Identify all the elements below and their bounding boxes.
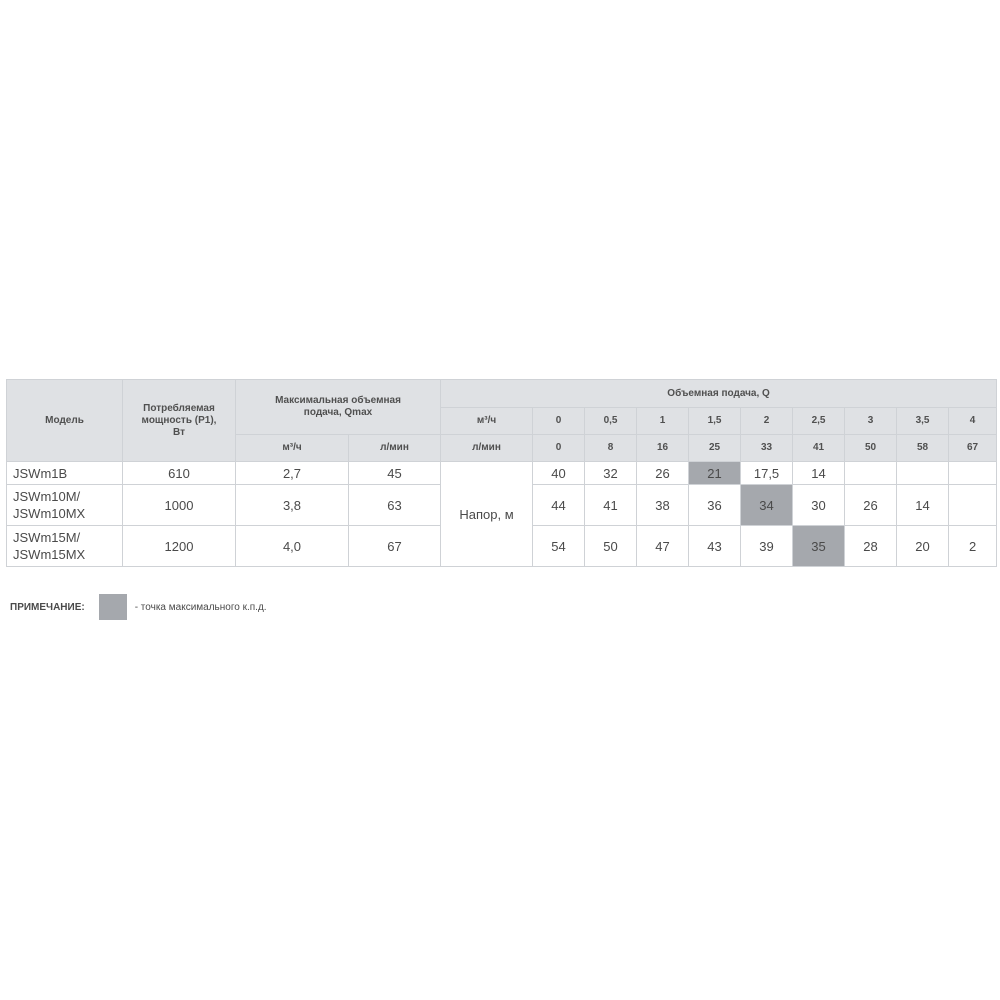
- model-name: JSWm10MX: [13, 506, 86, 521]
- head-cell: 36: [689, 485, 741, 526]
- header-flow: Объемная подача, Q: [441, 380, 997, 408]
- head-cell: 47: [637, 526, 689, 567]
- header-power-line: мощность (P1),: [141, 414, 217, 426]
- header-flow-lmin-value: 33: [741, 435, 793, 462]
- header-qmax-line: Максимальная объемная: [275, 395, 401, 406]
- power-cell: 1200: [123, 526, 236, 567]
- head-cell: [845, 462, 897, 485]
- head-cell: 2: [949, 526, 997, 567]
- head-cell: [949, 462, 997, 485]
- qmax-lmin-cell: 45: [349, 462, 441, 485]
- table-body: [7, 462, 997, 567]
- header-model: Модель: [7, 380, 123, 462]
- pump-spec-table: [6, 379, 997, 567]
- header-flow-m3h-value: 3,5: [897, 408, 949, 435]
- header-flow-m3h-value: 0,5: [585, 408, 637, 435]
- header-power-line: Потребляемая: [143, 402, 215, 414]
- power-cell: 610: [123, 462, 236, 485]
- header-qmax-line: подача, Qmax: [303, 407, 373, 418]
- qmax-m3h-cell: 4,0: [236, 526, 349, 567]
- header-flow-m3h-value: 1: [637, 408, 689, 435]
- note-label: ПРИМЕЧАНИЕ:: [10, 601, 85, 613]
- model-cell: [7, 462, 123, 485]
- qmax-lmin-cell: 63: [349, 485, 441, 526]
- head-cell: 14: [897, 485, 949, 526]
- qmax-m3h-cell: 2,7: [236, 462, 349, 485]
- header-flow-m3h-value: 3: [845, 408, 897, 435]
- head-cell: 14: [793, 462, 845, 485]
- head-cell: 39: [741, 526, 793, 567]
- head-cell: [897, 462, 949, 485]
- header-qmax: [236, 380, 441, 435]
- head-cell: [949, 485, 997, 526]
- note: [10, 594, 267, 620]
- header-qmax-m3h: м³/ч: [236, 435, 349, 462]
- header-flow-lmin-value: 50: [845, 435, 897, 462]
- head-cell: 26: [637, 462, 689, 485]
- head-cell-best: 21: [689, 462, 741, 485]
- head-cell: 40: [533, 462, 585, 485]
- header-flow-lmin-value: 67: [949, 435, 997, 462]
- model-name: JSWm15M/: [13, 530, 81, 545]
- header-flow-lmin-value: 16: [637, 435, 689, 462]
- head-cell: 32: [585, 462, 637, 485]
- model-name: JSWm1B: [13, 465, 68, 481]
- head-cell: 17,5: [741, 462, 793, 485]
- table-row: [7, 462, 997, 485]
- header-flow-m3h-value: 4: [949, 408, 997, 435]
- header-flow-m3h-value: 1,5: [689, 408, 741, 435]
- head-cell-best: 35: [793, 526, 845, 567]
- header-flow-lmin-value: 0: [533, 435, 585, 462]
- header-power-line: Вт: [173, 426, 185, 438]
- header-flow-m3h-value: 2: [741, 408, 793, 435]
- model-cell: [7, 526, 123, 567]
- power-cell: 1000: [123, 485, 236, 526]
- head-cell: 20: [897, 526, 949, 567]
- header-flow-lmin-value: 25: [689, 435, 741, 462]
- header-qmax-lmin: л/мин: [349, 435, 441, 462]
- head-cell: 43: [689, 526, 741, 567]
- header-flow-lmin-value: 8: [585, 435, 637, 462]
- header-flow-unit-m3h: м³/ч: [441, 408, 533, 435]
- qmax-m3h-cell: 3,8: [236, 485, 349, 526]
- header-flow-lmin-value: 41: [793, 435, 845, 462]
- model-name: JSWm15MX: [13, 547, 86, 562]
- header-flow-m3h-value: 2,5: [793, 408, 845, 435]
- head-cell: 26: [845, 485, 897, 526]
- header-flow-m3h-value: 0: [533, 408, 585, 435]
- note-text: - точка максимального к.п.д.: [134, 601, 267, 613]
- header-power: [123, 380, 236, 462]
- head-cell: 41: [585, 485, 637, 526]
- best-efficiency-swatch: [99, 594, 127, 620]
- qmax-lmin-cell: 67: [349, 526, 441, 567]
- head-cell: 50: [585, 526, 637, 567]
- head-cell: 30: [793, 485, 845, 526]
- head-cell: 44: [533, 485, 585, 526]
- header-flow-unit-lmin: л/мин: [441, 435, 533, 462]
- header-flow-lmin-value: 58: [897, 435, 949, 462]
- model-cell: [7, 485, 123, 526]
- model-name: JSWm10M/: [13, 489, 81, 504]
- head-cell: 28: [845, 526, 897, 567]
- head-cell-best: 34: [741, 485, 793, 526]
- head-cell: 38: [637, 485, 689, 526]
- head-cell: 54: [533, 526, 585, 567]
- head-label: Напор, м: [441, 462, 533, 567]
